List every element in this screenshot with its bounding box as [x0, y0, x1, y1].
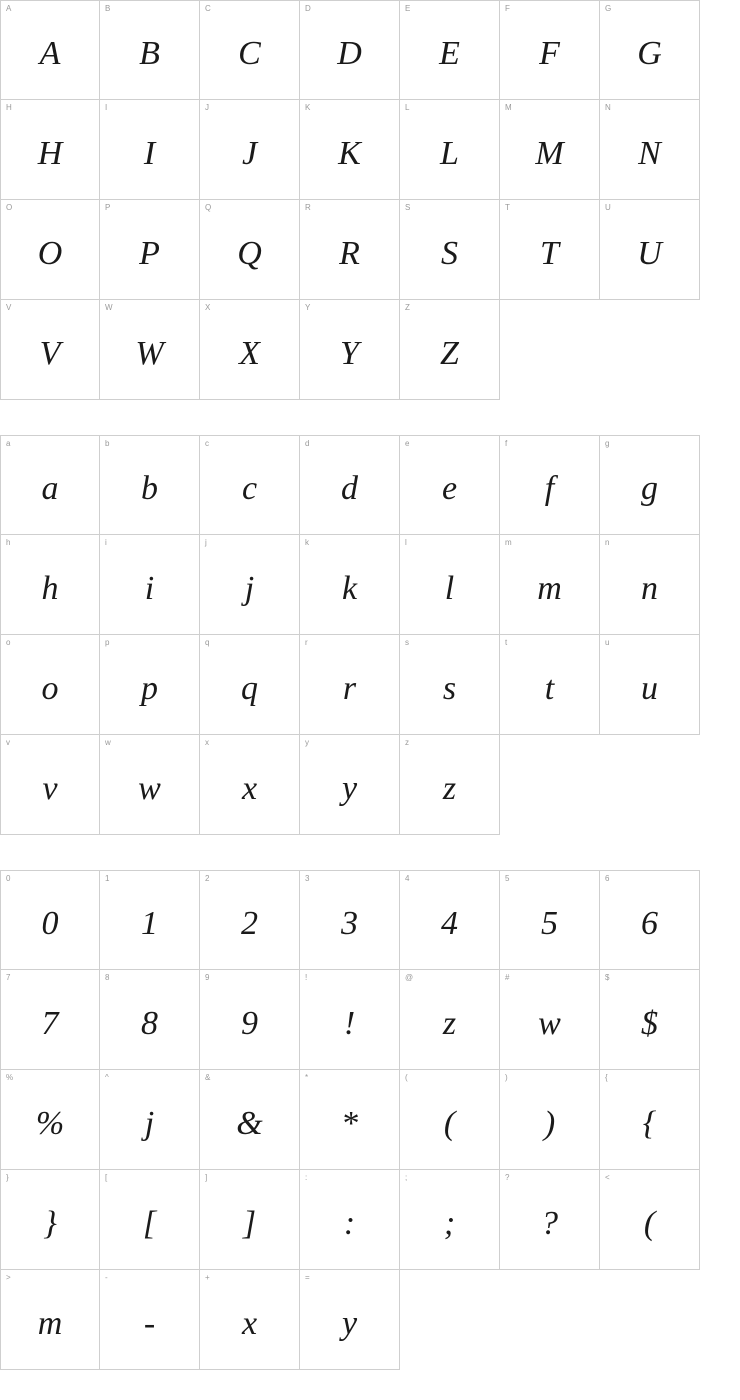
glyph-cell[interactable] — [100, 1070, 200, 1170]
glyph-code-label: r — [305, 638, 308, 647]
glyph-code-label: } — [6, 1173, 9, 1182]
glyph-sample: ( — [443, 1104, 456, 1142]
glyph-sample: D — [337, 35, 362, 72]
glyph-code-label: a — [6, 439, 11, 448]
glyph-code-label: F — [505, 4, 510, 13]
glyph-code-label: R — [305, 203, 311, 212]
glyph-sample: ] — [242, 1204, 257, 1242]
glyph-sample: } — [43, 1204, 57, 1242]
glyph-cell[interactable] — [400, 970, 500, 1070]
glyph-cell[interactable] — [400, 870, 500, 970]
glyph-sample: g — [641, 470, 658, 507]
glyph-sample: 5 — [541, 905, 558, 942]
glyph-sample: M — [535, 134, 564, 172]
glyph-code-label: w — [105, 738, 111, 747]
glyph-code-label: J — [205, 103, 209, 112]
glyph-code-label: * — [305, 1073, 309, 1082]
glyph-sample: Q — [237, 234, 262, 272]
glyph-sample: C — [238, 35, 261, 72]
glyph-sample: n — [641, 569, 658, 607]
glyph-cell-empty — [600, 300, 700, 400]
glyph-cell[interactable] — [400, 300, 500, 400]
glyph-sample: y — [341, 769, 358, 807]
glyph-sample: $ — [641, 1004, 658, 1042]
glyph-cell[interactable] — [400, 1070, 500, 1170]
glyph-sample: V — [39, 334, 61, 372]
glyph-code-label: O — [6, 203, 13, 212]
glyph-cell[interactable] — [400, 635, 500, 735]
glyph-code-label: ? — [505, 1173, 510, 1182]
glyph-cell-empty — [500, 1270, 600, 1370]
glyph-code-label: I — [105, 103, 108, 112]
glyph-cell[interactable] — [400, 100, 500, 200]
glyph-code-label: z — [405, 738, 409, 747]
glyph-cell[interactable] — [0, 435, 100, 535]
glyph-cell[interactable] — [100, 100, 200, 200]
glyph-cell[interactable] — [600, 870, 700, 970]
glyph-sample: u — [641, 669, 658, 707]
glyph-sample: & — [236, 1104, 263, 1142]
glyph-sample: c — [241, 470, 258, 507]
glyph-cell[interactable] — [300, 735, 400, 835]
glyph-sample: J — [241, 134, 258, 172]
glyph-code-label: E — [405, 4, 411, 13]
glyph-sample: s — [442, 669, 457, 707]
glyph-code-label: 7 — [6, 973, 11, 982]
glyph-sample: H — [37, 134, 63, 172]
glyph-sample: w — [538, 1004, 561, 1042]
glyph-code-label: x — [205, 738, 209, 747]
glyph-cell[interactable] — [500, 1070, 600, 1170]
glyph-sample: F — [539, 35, 560, 72]
glyph-cell-empty — [500, 735, 600, 835]
glyph-sample: y — [341, 1304, 358, 1342]
glyph-code-label: K — [305, 103, 311, 112]
glyph-cell[interactable] — [500, 970, 600, 1070]
glyph-code-label: U — [605, 203, 611, 212]
glyph-sample: z — [442, 1004, 457, 1042]
glyph-code-label: j — [205, 538, 207, 547]
glyph-code-label: 6 — [605, 874, 610, 883]
glyph-cell[interactable] — [100, 1170, 200, 1270]
glyph-sample: 7 — [41, 1004, 59, 1042]
glyph-code-label: N — [605, 103, 611, 112]
glyph-code-label: p — [105, 638, 110, 647]
glyph-sample: N — [638, 134, 661, 172]
glyph-cell-empty — [600, 735, 700, 835]
glyph-sample: j — [244, 569, 255, 607]
glyph-cell-empty — [500, 300, 600, 400]
glyph-sample: ? — [541, 1204, 558, 1242]
glyph-sample: X — [239, 334, 260, 372]
glyph-cell[interactable] — [0, 1070, 100, 1170]
glyph-cell[interactable] — [600, 535, 700, 635]
glyph-code-label: Y — [305, 303, 311, 312]
glyph-code-label: H — [6, 103, 12, 112]
glyph-code-label: b — [105, 439, 110, 448]
glyph-cell[interactable] — [100, 0, 200, 100]
glyph-cell[interactable] — [200, 970, 300, 1070]
glyph-sample: o — [41, 669, 59, 707]
glyph-sample: B — [139, 35, 160, 72]
glyph-sample: 8 — [141, 1004, 158, 1042]
glyph-cell[interactable] — [200, 735, 300, 835]
glyph-cell[interactable] — [100, 635, 200, 735]
glyph-code-label: L — [405, 103, 410, 112]
glyph-cell[interactable] — [0, 100, 100, 200]
glyph-code-label: [ — [105, 1173, 108, 1182]
glyph-code-label: k — [305, 538, 309, 547]
glyph-code-label: G — [605, 4, 612, 13]
glyph-code-label: T — [505, 203, 510, 212]
glyph-sample: 0 — [41, 905, 59, 942]
glyph-sample: T — [540, 234, 559, 272]
glyph-code-label: g — [605, 439, 610, 448]
glyph-sample: h — [41, 569, 59, 607]
glyph-code-label: $ — [605, 973, 610, 982]
glyph-cell[interactable] — [500, 100, 600, 200]
glyph-code-label: { — [605, 1073, 608, 1082]
glyph-code-label: 1 — [105, 874, 110, 883]
glyph-code-label: e — [405, 439, 410, 448]
glyph-sample: I — [143, 134, 156, 172]
glyph-cell[interactable] — [100, 435, 200, 535]
glyph-code-label: m — [505, 538, 512, 547]
glyph-cell[interactable] — [300, 970, 400, 1070]
glyph-sample: Y — [340, 334, 359, 372]
glyph-cell[interactable] — [400, 200, 500, 300]
glyph-cell[interactable] — [400, 0, 500, 100]
glyph-sample: j — [144, 1104, 155, 1142]
glyph-sample: z — [442, 769, 457, 807]
glyph-cell[interactable] — [300, 300, 400, 400]
glyph-cell[interactable] — [500, 435, 600, 535]
glyph-code-label: ^ — [105, 1073, 109, 1082]
glyph-code-label: 8 — [105, 973, 110, 982]
glyph-sample: 3 — [341, 905, 358, 942]
glyph-sample: t — [544, 669, 555, 707]
glyph-cell[interactable] — [0, 0, 100, 100]
glyph-code-label: D — [305, 4, 311, 13]
glyph-sample: P — [139, 234, 160, 272]
glyph-grid-uppercase — [0, 0, 740, 400]
glyph-sample: R — [339, 234, 360, 272]
glyph-cell[interactable] — [300, 635, 400, 735]
glyph-cell[interactable] — [600, 1070, 700, 1170]
glyph-cell[interactable] — [0, 870, 100, 970]
glyph-cell[interactable] — [200, 1170, 300, 1270]
glyph-sample: f — [544, 470, 555, 507]
glyph-cell[interactable] — [0, 535, 100, 635]
glyph-sample: k — [341, 569, 358, 607]
glyph-code-label: f — [505, 439, 508, 448]
glyph-cell[interactable] — [300, 0, 400, 100]
glyph-cell-empty — [400, 1270, 500, 1370]
glyph-code-label: 9 — [205, 973, 210, 982]
glyph-cell[interactable] — [300, 435, 400, 535]
glyph-cell[interactable] — [600, 100, 700, 200]
glyph-cell-empty — [600, 1270, 700, 1370]
glyph-cell[interactable] — [600, 970, 700, 1070]
glyph-code-label: ) — [505, 1073, 508, 1082]
block-separator — [0, 835, 740, 870]
glyph-cell[interactable] — [0, 1270, 100, 1370]
glyph-cell[interactable] — [100, 200, 200, 300]
glyph-code-label: h — [6, 538, 11, 547]
glyph-sample: W — [135, 334, 164, 372]
glyph-sample: ) — [543, 1104, 556, 1142]
glyph-code-label: @ — [405, 973, 414, 982]
glyph-sample: - — [143, 1304, 156, 1342]
glyph-sample: * — [341, 1104, 358, 1142]
glyph-code-label: 4 — [405, 874, 410, 883]
glyph-code-label: = — [305, 1273, 310, 1282]
glyph-cell[interactable] — [200, 1270, 300, 1370]
glyph-code-label: B — [105, 4, 111, 13]
glyph-sample: v — [42, 769, 58, 807]
glyph-cell[interactable] — [400, 735, 500, 835]
glyph-code-label: y — [305, 738, 309, 747]
glyph-cell[interactable] — [0, 200, 100, 300]
glyph-code-label: C — [205, 4, 211, 13]
glyph-cell[interactable] — [300, 535, 400, 635]
glyph-cell[interactable] — [300, 1170, 400, 1270]
glyph-sample: ! — [343, 1004, 356, 1042]
glyph-sample: U — [637, 234, 662, 272]
glyph-sample: { — [642, 1104, 657, 1142]
glyph-cell[interactable] — [300, 870, 400, 970]
glyph-cell[interactable] — [600, 435, 700, 535]
glyph-code-label: 3 — [305, 874, 310, 883]
glyph-sample: r — [342, 669, 357, 707]
glyph-sample: e — [441, 470, 458, 507]
glyph-code-label: : — [305, 1173, 308, 1182]
glyph-cell[interactable] — [100, 1270, 200, 1370]
glyph-sample: 1 — [141, 905, 158, 942]
glyph-sample: [ — [142, 1204, 157, 1242]
glyph-code-label: t — [505, 638, 508, 647]
glyph-cell[interactable] — [200, 535, 300, 635]
glyph-sample: L — [440, 134, 459, 172]
glyph-code-label: V — [6, 303, 12, 312]
glyph-code-label: & — [205, 1073, 211, 1082]
glyph-cell[interactable] — [0, 300, 100, 400]
glyph-cell[interactable] — [0, 735, 100, 835]
glyph-cell[interactable] — [500, 535, 600, 635]
glyph-sample: a — [41, 470, 59, 507]
glyph-sample: ( — [643, 1204, 656, 1242]
glyph-code-label: > — [6, 1273, 11, 1282]
glyph-code-label: P — [105, 203, 111, 212]
glyph-sample: 9 — [241, 1004, 258, 1042]
glyph-cell[interactable] — [200, 300, 300, 400]
glyph-code-label: u — [605, 638, 610, 647]
glyph-code-label: < — [605, 1173, 610, 1182]
glyph-sample: 2 — [241, 905, 258, 942]
glyph-cell[interactable] — [100, 870, 200, 970]
glyph-sample: S — [441, 234, 458, 272]
glyph-code-label: c — [205, 439, 209, 448]
glyph-sample: w — [138, 769, 161, 807]
glyph-code-label: - — [105, 1273, 108, 1282]
glyph-sample: ; — [443, 1204, 456, 1242]
glyph-code-label: n — [605, 538, 610, 547]
glyph-cell[interactable] — [100, 300, 200, 400]
glyph-sample: G — [637, 35, 662, 72]
glyph-cell[interactable] — [0, 635, 100, 735]
glyph-code-label: 2 — [205, 874, 210, 883]
glyph-cell[interactable] — [200, 0, 300, 100]
glyph-code-label: 5 — [505, 874, 510, 883]
glyph-cell[interactable] — [300, 100, 400, 200]
glyph-cell[interactable] — [600, 200, 700, 300]
glyph-cell[interactable] — [200, 100, 300, 200]
glyph-code-label: i — [105, 538, 107, 547]
glyph-cell[interactable] — [300, 1270, 400, 1370]
glyph-code-label: Z — [405, 303, 410, 312]
glyph-cell[interactable] — [100, 970, 200, 1070]
glyph-cell[interactable] — [600, 635, 700, 735]
glyph-cell[interactable] — [300, 200, 400, 300]
glyph-code-label: s — [405, 638, 409, 647]
glyph-code-label: l — [405, 538, 407, 547]
glyph-sample: K — [338, 134, 361, 172]
glyph-sample: m — [537, 569, 562, 607]
glyph-sample: i — [144, 569, 155, 607]
glyph-cell[interactable] — [600, 0, 700, 100]
glyph-sample: x — [241, 1304, 258, 1342]
glyph-grid-digits-and-symbols — [0, 870, 740, 1370]
glyph-sample: E — [439, 35, 460, 72]
glyph-code-label: + — [205, 1273, 210, 1282]
glyph-sample: m — [37, 1304, 63, 1342]
glyph-sample: p — [141, 669, 158, 707]
glyph-code-label: A — [6, 4, 12, 13]
glyph-sample: q — [241, 669, 258, 707]
glyph-code-label: ] — [205, 1173, 208, 1182]
glyph-cell[interactable] — [0, 1170, 100, 1270]
glyph-code-label: d — [305, 439, 310, 448]
glyph-cell[interactable] — [200, 635, 300, 735]
glyph-cell[interactable] — [500, 200, 600, 300]
glyph-code-label: M — [505, 103, 512, 112]
glyph-sample: : — [343, 1204, 356, 1242]
glyph-cell[interactable] — [300, 1070, 400, 1170]
glyph-cell[interactable] — [0, 970, 100, 1070]
glyph-cell[interactable] — [600, 1170, 700, 1270]
glyph-sample: Z — [440, 334, 459, 372]
glyph-cell[interactable] — [500, 635, 600, 735]
glyph-code-label: W — [105, 303, 113, 312]
glyph-sample: l — [444, 569, 455, 607]
glyph-sample: 6 — [641, 905, 658, 942]
glyph-code-label: S — [405, 203, 411, 212]
glyph-sample: O — [37, 234, 63, 272]
glyph-cell[interactable] — [200, 435, 300, 535]
glyph-code-label: 0 — [6, 874, 11, 883]
glyph-sample: A — [39, 35, 61, 72]
glyph-code-label: ! — [305, 973, 308, 982]
glyph-code-label: o — [6, 638, 11, 647]
glyph-cell[interactable] — [200, 200, 300, 300]
glyph-cell[interactable] — [200, 870, 300, 970]
glyph-grid-lowercase — [0, 435, 740, 835]
glyph-cell[interactable] — [500, 0, 600, 100]
glyph-cell[interactable] — [100, 535, 200, 635]
glyph-code-label: % — [6, 1073, 14, 1082]
glyph-cell[interactable] — [400, 1170, 500, 1270]
glyph-code-label: ; — [405, 1173, 408, 1182]
glyph-cell[interactable] — [500, 1170, 600, 1270]
glyph-sample: x — [241, 769, 258, 807]
glyph-cell[interactable] — [400, 535, 500, 635]
glyph-code-label: q — [205, 638, 210, 647]
glyph-code-label: Q — [205, 203, 212, 212]
glyph-code-label: # — [505, 973, 510, 982]
glyph-sample: b — [141, 470, 158, 507]
glyph-sample: d — [341, 470, 358, 507]
glyph-cell[interactable] — [500, 870, 600, 970]
glyph-cell[interactable] — [200, 1070, 300, 1170]
glyph-sample: 4 — [441, 905, 458, 942]
glyph-sample: % — [35, 1104, 65, 1142]
glyph-code-label: ( — [405, 1073, 408, 1082]
block-separator — [0, 400, 740, 435]
glyph-code-label: X — [205, 303, 211, 312]
glyph-code-label: v — [6, 738, 10, 747]
glyph-cell[interactable] — [100, 735, 200, 835]
glyph-cell[interactable] — [400, 435, 500, 535]
